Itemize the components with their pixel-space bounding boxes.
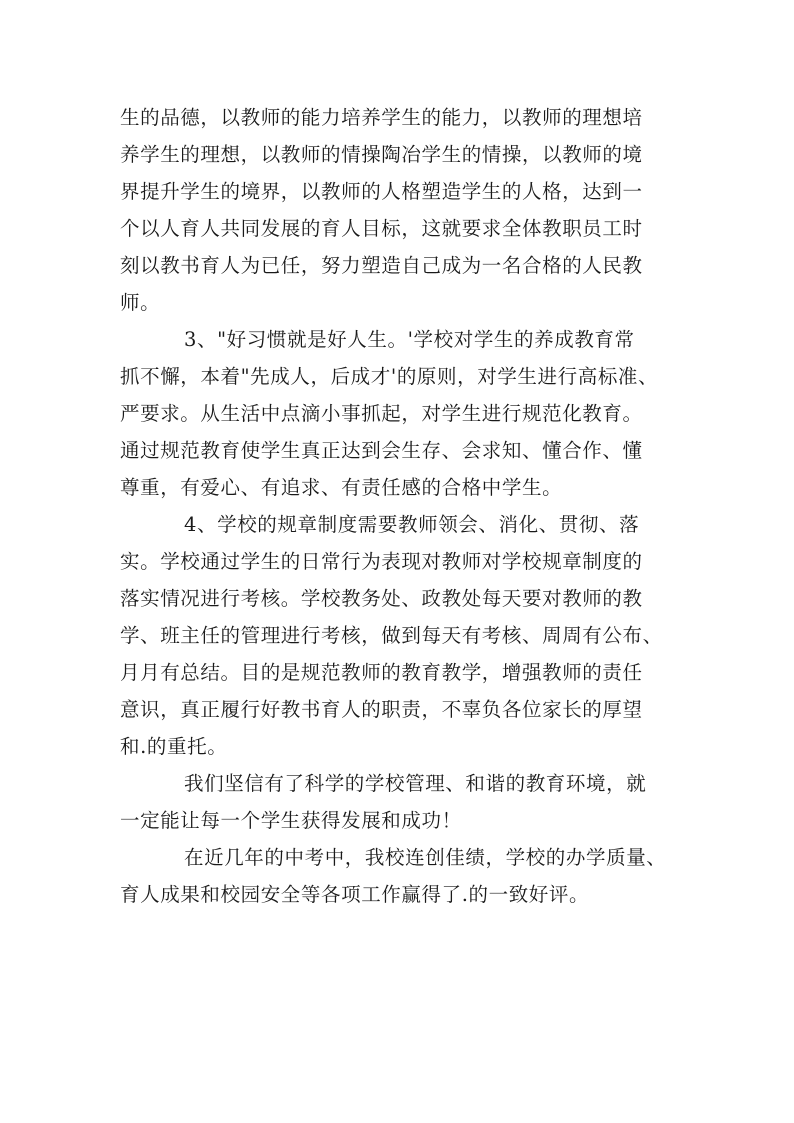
text-line: 生的品德，以教师的能力培养学生的能力，以教师的理想培 bbox=[120, 106, 643, 129]
text-line: 月月有总结。目的是规范教师的教育教学，增强教师的责任 bbox=[120, 661, 643, 684]
text-line: 抓不懈，本着"先成人，后成才'的原则，对学生进行高标准、 bbox=[120, 365, 659, 388]
text-line: 尊重，有爱心、有追求、有责任感的合格中学生。 bbox=[120, 476, 563, 499]
text-line: 意识，真正履行好教书育人的职责，不辜负各位家长的厚望 bbox=[120, 698, 643, 721]
text-line: 落实情况进行考核。学校教务处、政教处每天要对教师的教 bbox=[120, 587, 643, 610]
text-line: 我们坚信有了科学的学校管理、和谐的教育环境，就 bbox=[184, 772, 647, 795]
paragraph-5 bbox=[120, 839, 680, 913]
text-line: 实。学校通过学生的日常行为表现对教师对学校规章制度的 bbox=[120, 550, 643, 573]
paragraph-1 bbox=[120, 99, 680, 321]
text-line: 学、班主任的管理进行考核，做到每天有考核、周周有公布、 bbox=[120, 624, 663, 647]
text-line: 育人成果和校园安全等各项工作赢得了.的一致好评。 bbox=[120, 883, 590, 906]
text-line: 严要求。从生活中点滴小事抓起，对学生进行规范化教育。 bbox=[120, 402, 643, 425]
text-line: 养学生的理想，以教师的情操陶冶学生的情操，以教师的境 bbox=[120, 143, 643, 166]
text-line: 通过规范教育使学生真正达到会生存、会求知、懂合作、懂 bbox=[120, 439, 643, 462]
paragraph-3 bbox=[120, 506, 680, 765]
text-line: 3、"好习惯就是好人生。'学校对学生的养成教育常 bbox=[184, 328, 635, 351]
text-line: 和.的重托。 bbox=[120, 735, 228, 758]
text-line: 4、学校的规章制度需要教师领会、消化、贯彻、落 bbox=[184, 513, 640, 536]
document-body bbox=[120, 99, 680, 913]
text-line: 在近几年的中考中，我校连创佳绩，学校的办学质量、 bbox=[184, 846, 667, 869]
text-line: 师。 bbox=[120, 291, 161, 314]
text-line: 一定能让每一个学生获得发展和成功！ bbox=[120, 809, 462, 832]
text-line: 界提升学生的境界，以教师的人格塑造学生的人格，达到一 bbox=[120, 180, 643, 203]
text-line: 刻以教书育人为已任，努力塑造自己成为一名合格的人民教 bbox=[120, 254, 643, 277]
text-line: 个以人育人共同发展的育人目标，这就要求全体教职员工时 bbox=[120, 217, 643, 240]
paragraph-2 bbox=[120, 321, 680, 506]
paragraph-4 bbox=[120, 765, 680, 839]
